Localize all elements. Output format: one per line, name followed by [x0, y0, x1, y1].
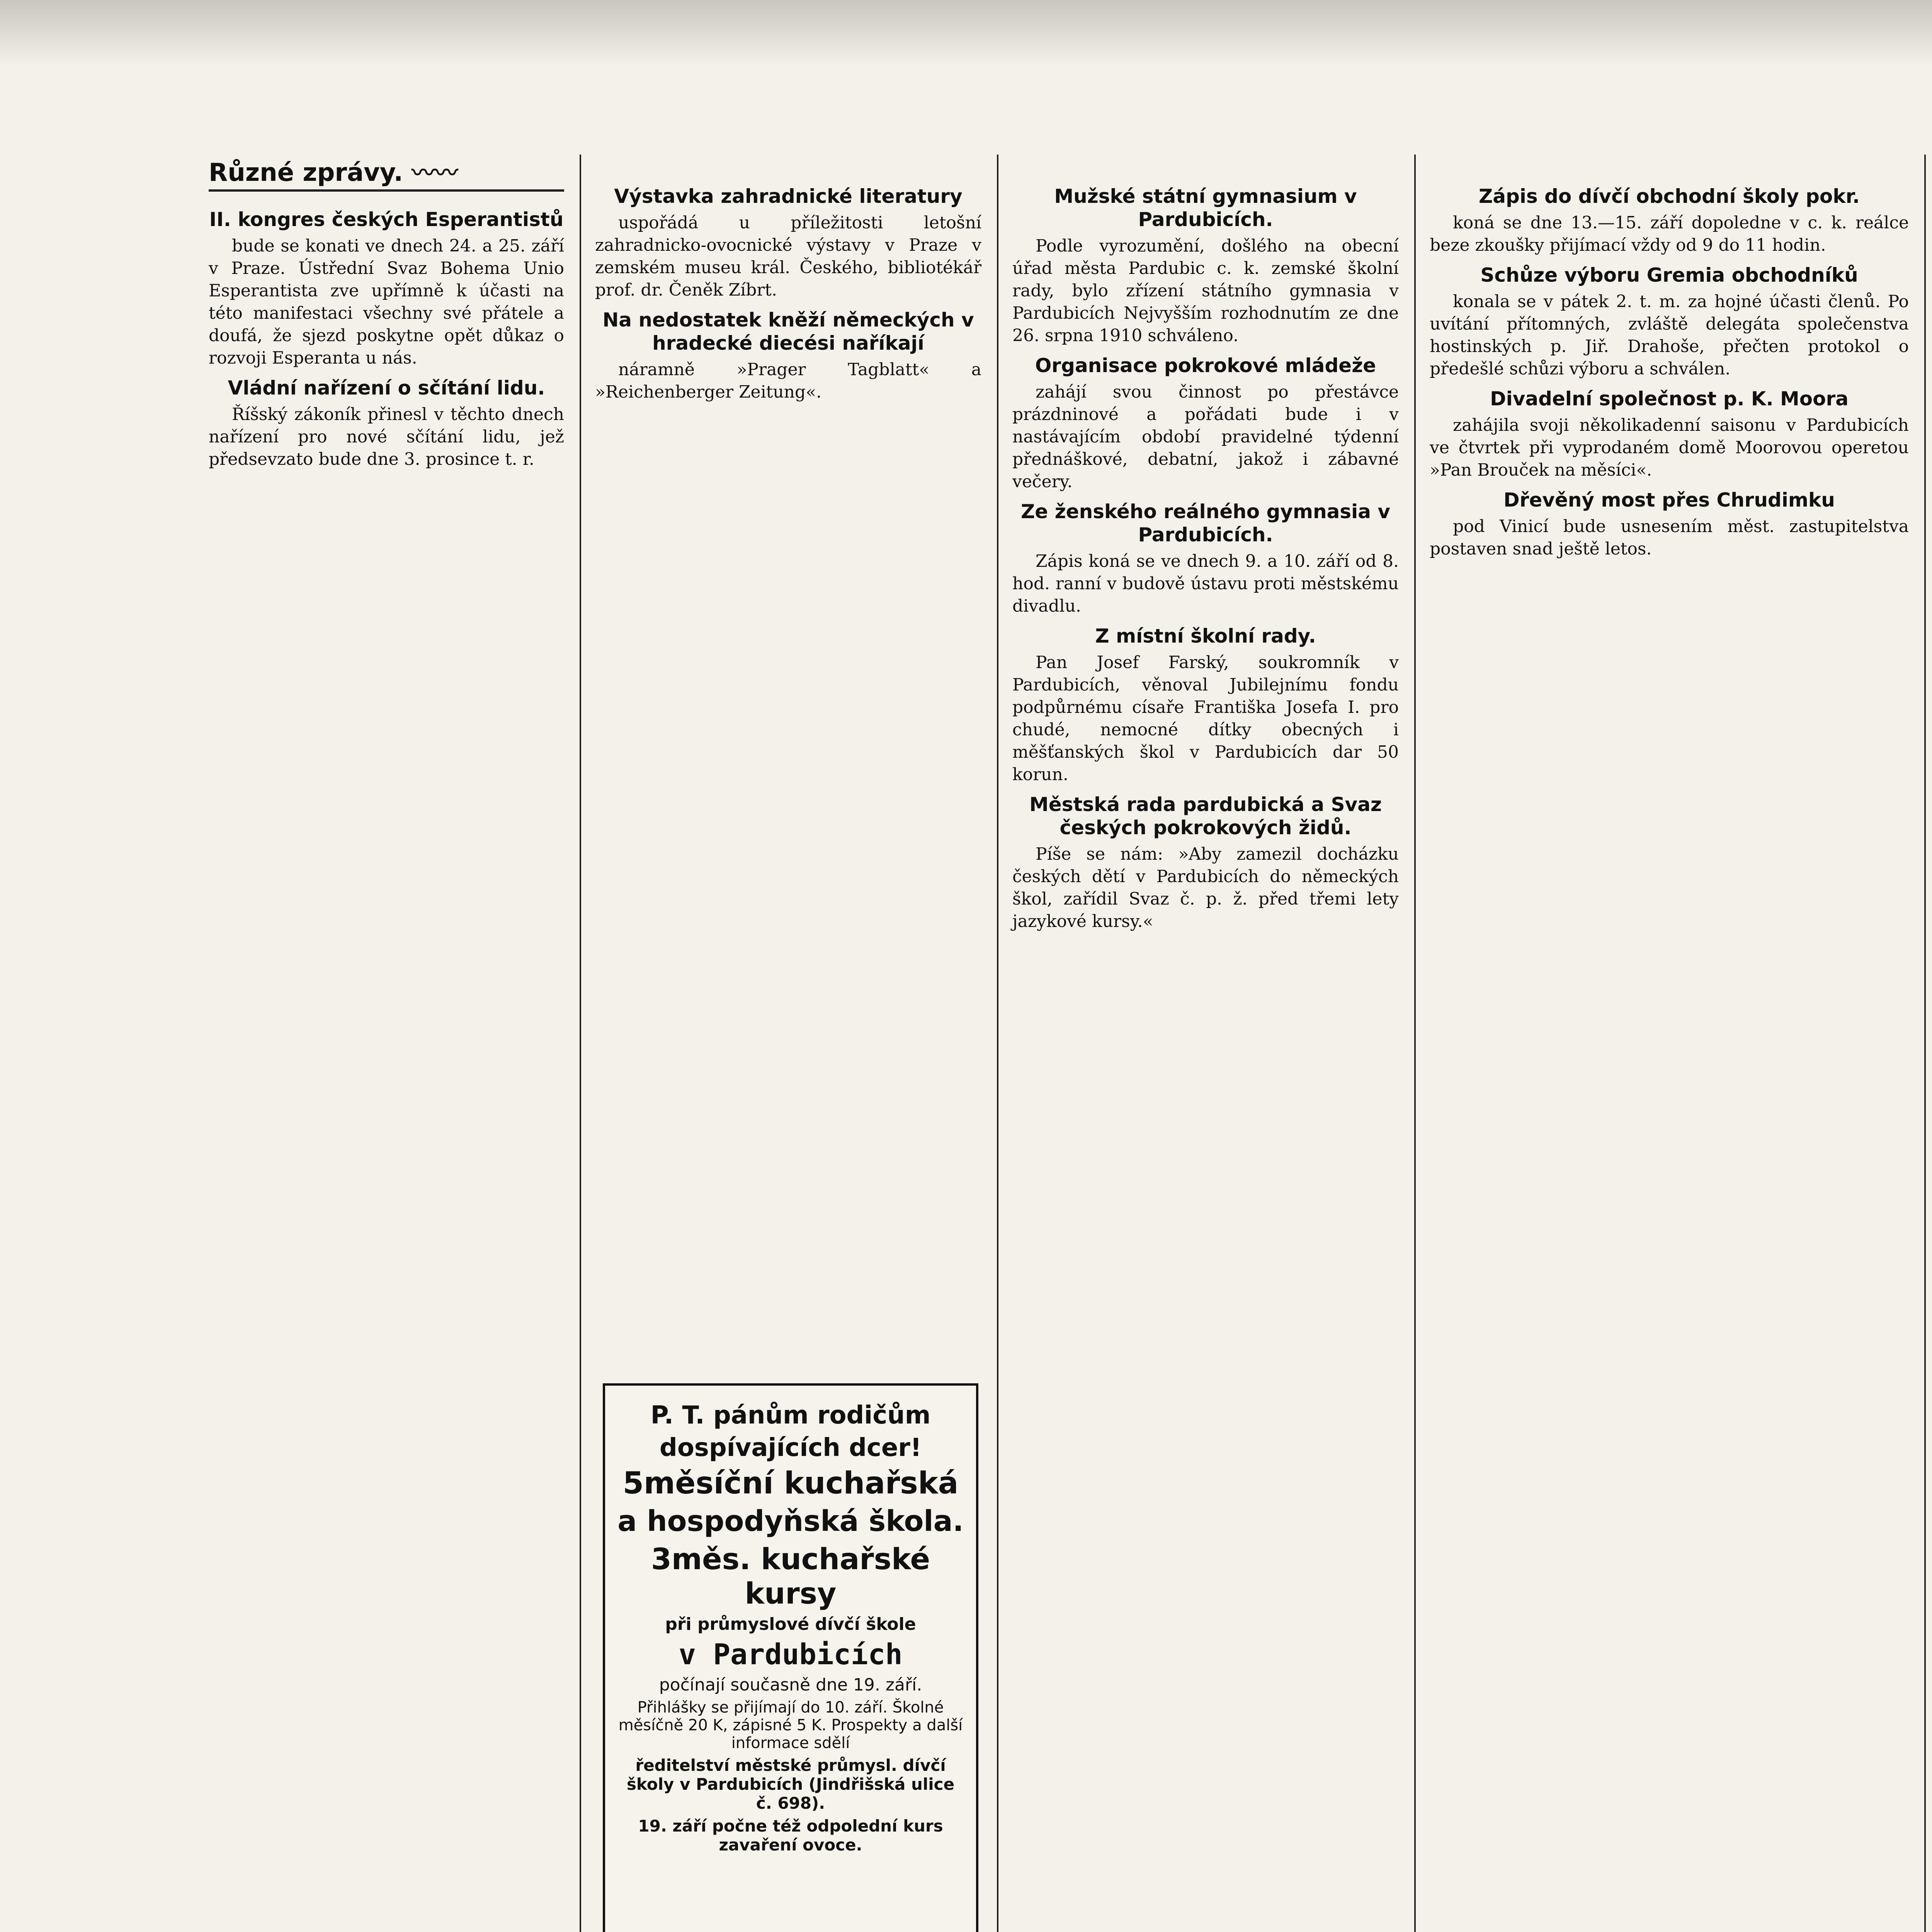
column-4	[1430, 178, 1909, 565]
article-text: pod Vinicí bude usnesením měst. zastupitelstva postaven snad ještě letos.	[1430, 517, 1909, 559]
article-title: Divadelní společnost p. K. Moora	[1490, 388, 1849, 410]
ad-line: 3měs. kuchařské kursy	[651, 1542, 930, 1611]
article-title: Schůze výboru Gremia obchodníků	[1480, 264, 1858, 286]
article-text: koná se dne 13.—15. září dopoledne v c. k. reálce beze zkoušky přijímací vždy od 9 do 11 hodin.	[1430, 213, 1909, 255]
page-top-edge	[0, 0, 1932, 66]
article-text: Pan Josef Farský, soukromník v Pardubicích, věnoval Jubilejnímu fondu podpůrnému císaře Františka Josefa I. pro chudé, nemocné dítky obecných i měšťanských škol v Pardubicích dar 50 korun.	[1012, 653, 1399, 784]
article-text: náramně »Prager Tagblatt« a »Reichenberger Zeitung«.	[595, 360, 981, 402]
ad-line: dospívajících dcer!	[660, 1434, 922, 1462]
column-1	[209, 201, 564, 475]
article-title: Vládní nařízení o sčítání lidu.	[228, 377, 545, 399]
column-rule	[997, 155, 998, 1932]
ad-line: ředitelství městské průmysl. dívčí školy v Pardubicích (Jindřišská ulice č. 698).	[626, 1756, 955, 1813]
article-title: Výstavka zahradnické literatury	[614, 185, 963, 207]
heading-rule	[209, 189, 564, 192]
article-text: bude se konati ve dnech 24. a 25. září v Praze. Ústřední Svaz Bohema Unio Esperantista zve upřímně k účasti na této manifestaci všechny své přátele a doufá, že sjezd poskytne opět důkaz o rozvoji Esperanta u nás.	[209, 236, 564, 368]
article-text: konala se v pátek 2. t. m. za hojné účasti členů. Po uvítání přítomných, zvláště delegáta společenstva hostinských p. Jiř. Drahoše, přečten protokol o předešlé schůzi výboru a schválen.	[1430, 292, 1909, 379]
article-title: Mužské státní gymnasium v Pardubicích.	[1054, 185, 1357, 231]
column-3	[1012, 178, 1399, 937]
ad-line: 19. září počne též odpolední kurs zavaření ovoce.	[638, 1816, 943, 1854]
ad-line: 5měsíční kuchařská	[622, 1466, 959, 1501]
article-title: Dřevěný most přes Chrudimku	[1503, 489, 1835, 511]
article-title: Městská rada pardubická a Svaz českých pokrokových židů.	[1029, 793, 1382, 839]
article-text: uspořádá u příležitosti letošní zahradnicko-ovocnické výstavy v Praze v zemském museu král. Českého, bibliotékář prof. dr. Čeněk Zíbrt.	[595, 213, 981, 300]
article-text: Píše se nám: »Aby zamezil docházku českých dětí v Pardubicích do německých škol, zařídil Svaz č. p. ž. před třemi lety jazykové kursy.«	[1012, 844, 1399, 931]
ad-line: v Pardubicích	[679, 1638, 903, 1671]
ad-line: Přihlášky se přijímají do 10. září. Školné měsíčně 20 K, zápisné 5 K. Prospekty a další informace sdělí	[618, 1699, 963, 1752]
ad-line: při průmyslové dívčí škole	[665, 1614, 916, 1634]
article-title: Z místní školní rady.	[1095, 625, 1316, 647]
article-title: Na nedostatek kněží německých v hradecké diecési naříkají	[602, 309, 974, 354]
article-title: Organisace pokrokové mládeže	[1035, 354, 1376, 377]
article-title: Ze ženského reálného gymnasia v Pardubicích.	[1021, 500, 1390, 546]
article-text: Podle vyrozumění, došlého na obecní úřad města Pardubic c. k. zemské školní rady, bylo zřízení státního gymnasia v Pardubicích Nejvyšším rozhodnutím ze dne 26. srpna 1910 schváleno.	[1012, 236, 1399, 345]
article-text: Říšský zákoník přinesl v těchto dnech nařízení pro nové sčítání lidu, jež předsevzato bude dne 3. prosince t. r.	[209, 405, 564, 469]
ad-line: počínají současně dne 19. září.	[659, 1675, 922, 1695]
column-rule	[1414, 155, 1416, 1932]
article-title: Zápis do dívčí obchodní školy pokr.	[1478, 185, 1860, 207]
article-title: II. kongres českých Esperantistů	[209, 208, 564, 231]
column-2	[595, 178, 981, 408]
cooking-school-ad	[603, 1383, 978, 1932]
ad-line: P. T. pánům rodičům	[650, 1401, 931, 1430]
article-text: zahájí svou činnost po přestávce prázdninové a pořádati bude i v nastávajícím období pravidelné týdenní přednáškové, debatní, jakož i zábavné večery.	[1012, 382, 1399, 492]
column-rule	[580, 155, 581, 1932]
section-heading-text: Různé zprávy.	[209, 158, 403, 187]
ad-line: a hospodyňská škola.	[617, 1505, 964, 1538]
section-heading	[209, 155, 458, 188]
ornament-icon: 〰〰	[412, 160, 458, 187]
column-rule	[1924, 155, 1926, 1932]
article-text: zahájila svoji několikadenní saisonu v Pardubicích ve čtvrtek při vyprodaném domě Moorovou operetou »Pan Brouček na měsíci«.	[1430, 415, 1909, 480]
article-text: Zápis koná se ve dnech 9. a 10. září od 8. hod. ranní v budově ústavu proti městskému divadlu.	[1012, 551, 1399, 616]
